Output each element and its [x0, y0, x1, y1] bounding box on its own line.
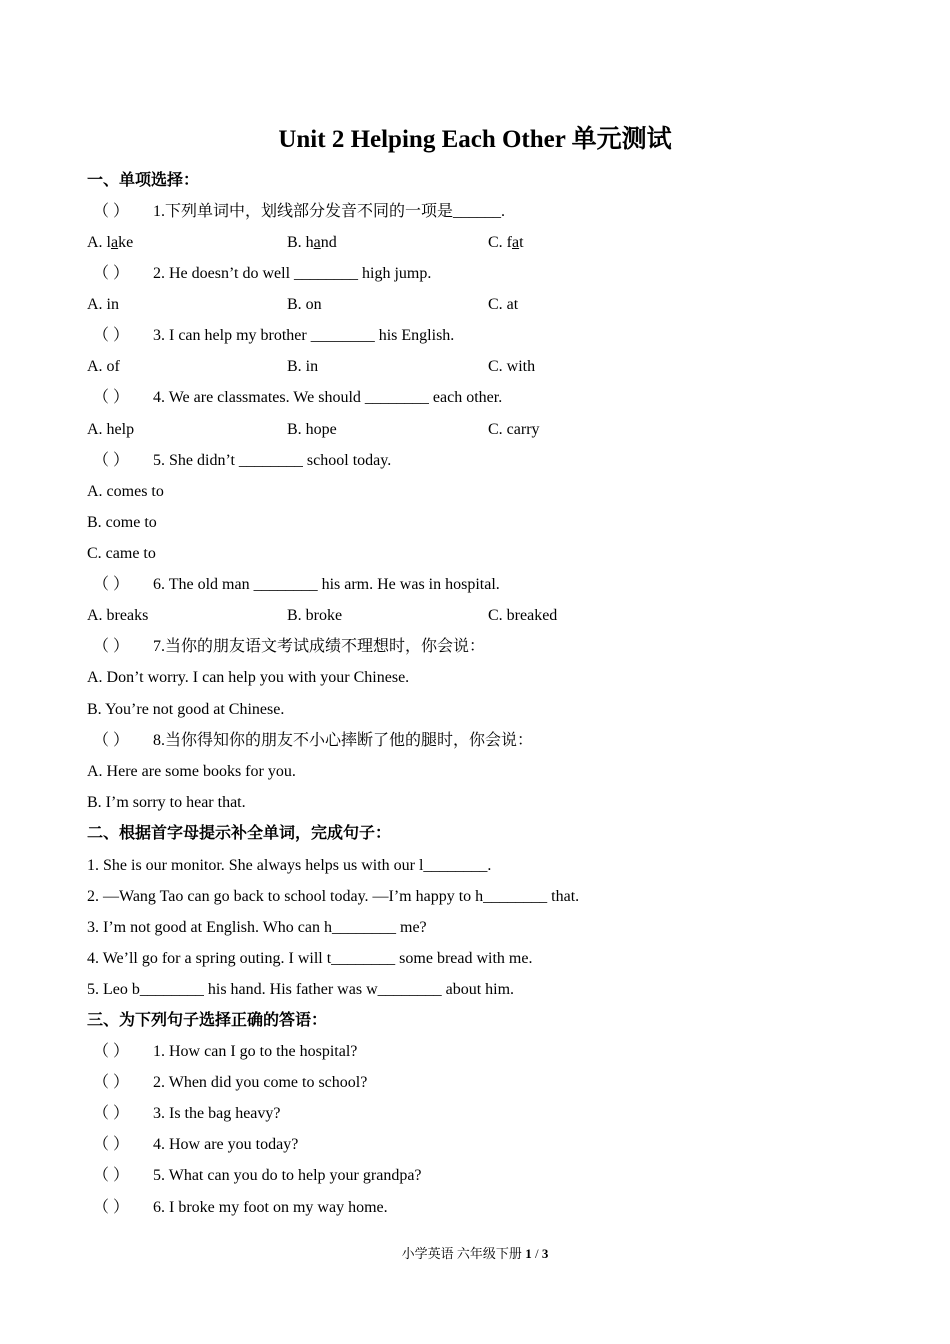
q6-option-b: B. broke: [287, 607, 343, 624]
answer-blank: （ ）: [93, 1167, 130, 1184]
question-2: 2. He doesn’t do well ________ high jump.: [153, 265, 432, 282]
page-total: 3: [541, 1246, 549, 1261]
page-separator: /: [531, 1246, 542, 1261]
page-title: Unit 2 Helping Each Other 单元测试: [278, 126, 672, 153]
answer-blank: （ ）: [93, 389, 130, 406]
q2-option-c: C. at: [488, 296, 519, 313]
q8-option-a: A. Here are some books for you.: [87, 763, 296, 780]
answer-blank: （ ）: [93, 1043, 130, 1060]
q3-option-c: C. with: [488, 358, 536, 375]
response-question-4: 4. How are you today?: [153, 1136, 299, 1153]
response-question-6: 6. I broke my foot on my way home.: [153, 1199, 388, 1216]
question-4: 4. We are classmates. We should ________ each other.: [153, 389, 503, 406]
response-question-2: 2. When did you come to school?: [153, 1074, 368, 1091]
answer-blank: （ ）: [93, 1199, 130, 1216]
fill-sentence-3: 3. I’m not good at English. Who can h________ me?: [87, 919, 427, 936]
q1-option-b: B. hand: [287, 234, 337, 251]
q7-option-b: B. You’re not good at Chinese.: [87, 701, 285, 718]
fill-sentence-2: 2. —Wang Tao can go back to school today. —I’m happy to h________ that.: [87, 888, 580, 905]
q4-option-a: A. help: [87, 421, 135, 438]
answer-blank: （ ）: [93, 327, 130, 344]
answer-blank: （ ）: [93, 452, 130, 469]
answer-blank: （ ）: [93, 1105, 130, 1122]
section1-heading: 一、单项选择：: [87, 172, 200, 189]
question-1: 1.下列单词中，划线部分发音不同的一项是______.: [153, 203, 506, 220]
fill-sentence-4: 4. We’ll go for a spring outing. I will t________ some bread with me.: [87, 950, 533, 967]
question-5: 5. She didn’t ________ school today.: [153, 452, 392, 469]
q4-option-c: C. carry: [488, 421, 540, 438]
q8-option-b: B. I’m sorry to hear that.: [87, 794, 246, 811]
page-number: 1: [525, 1246, 532, 1261]
section3-heading: 三、为下列句子选择正确的答语：: [87, 1012, 328, 1029]
answer-blank: （ ）: [93, 576, 130, 593]
q4-option-b: B. hope: [287, 421, 337, 438]
fill-sentence-5: 5. Leo b________ his hand. His father was w________ about him.: [87, 981, 515, 998]
answer-blank: （ ）: [93, 203, 130, 220]
footer-label: 小学英语 六年级下册: [401, 1246, 526, 1261]
response-question-1: 1. How can I go to the hospital?: [153, 1043, 358, 1060]
fill-sentence-1: 1. She is our monitor. She always helps us with our l________.: [87, 857, 492, 874]
answer-blank: （ ）: [93, 265, 130, 282]
q1-option-c: C. fat: [488, 234, 524, 251]
answer-blank: （ ）: [93, 638, 130, 655]
q2-option-a: A. in: [87, 296, 119, 313]
q3-option-a: A. of: [87, 358, 120, 375]
question-3: 3. I can help my brother ________ his English.: [153, 327, 455, 344]
answer-blank: （ ）: [93, 1074, 130, 1091]
response-question-3: 3. Is the bag heavy?: [153, 1105, 281, 1122]
q2-option-b: B. on: [287, 296, 322, 313]
question-7: 7.当你的朋友语文考试成绩不理想时，你会说：: [153, 638, 486, 655]
q3-option-b: B. in: [287, 358, 319, 375]
response-question-5: 5. What can you do to help your grandpa?: [153, 1167, 422, 1184]
q1-option-a: A. lake: [87, 234, 134, 251]
q6-option-c: C. breaked: [488, 607, 558, 624]
answer-blank: （ ）: [93, 732, 130, 749]
q7-option-a: A. Don’t worry. I can help you with your Chinese.: [87, 669, 410, 686]
question-6: 6. The old man ________ his arm. He was in hospital.: [153, 576, 500, 593]
q6-option-a: A. breaks: [87, 607, 149, 624]
q5-option-b: B. come to: [87, 514, 157, 531]
answer-blank: （ ）: [93, 1136, 130, 1153]
section2-heading: 二、根据首字母提示补全单词，完成句子：: [87, 825, 392, 842]
page-footer: [0, 1245, 950, 1263]
q5-option-a: A. comes to: [87, 483, 164, 500]
question-8: 8.当你得知你的朋友不小心摔断了他的腿时，你会说：: [153, 732, 534, 749]
q5-option-c: C. came to: [87, 545, 156, 562]
